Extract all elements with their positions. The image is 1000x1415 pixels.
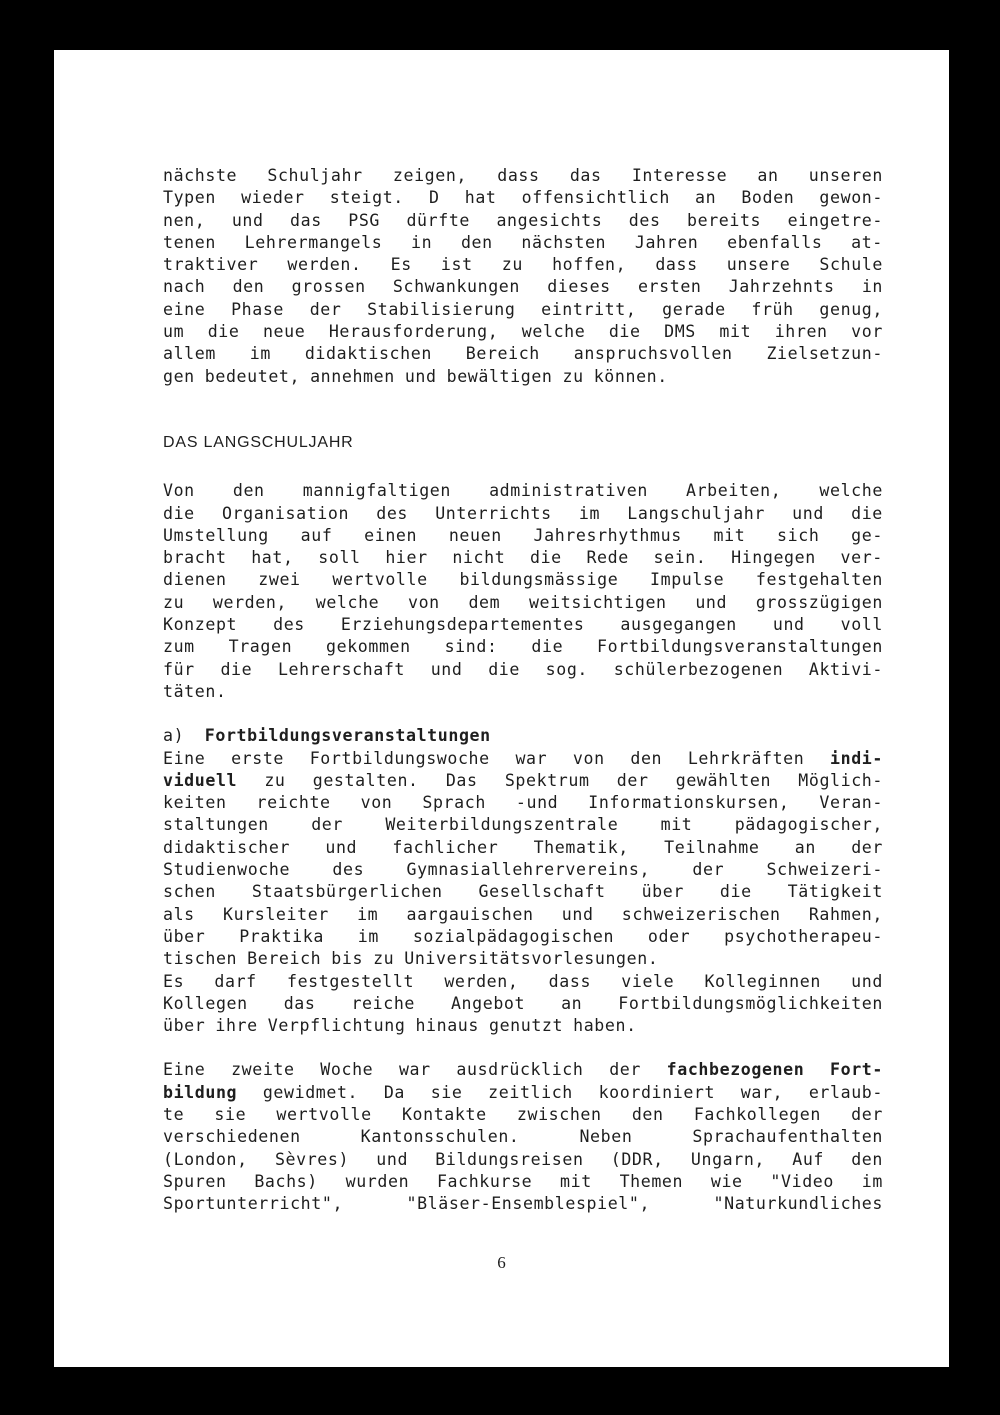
page-body: [163, 165, 883, 1215]
text-line: für die Lehrerschaft und die sog. schülerbezogenen Aktivi-: [163, 659, 883, 679]
paragraph-fachbezogen: [163, 1059, 883, 1215]
section-a-fortbildung: [163, 725, 883, 1037]
text-line: als Kursleiter im aargauischen und schweizerischen Rahmen,: [163, 904, 883, 924]
text-line: nächste Schuljahr zeigen, dass das Interesse an unseren: [163, 166, 883, 185]
text-line: zu werden, welche von dem weitsichtigen und grosszügigen: [163, 592, 883, 612]
text-line: Es darf festgestellt werden, dass viele Kolleginnen und: [163, 971, 883, 991]
text-line: keiten reichte von Sprach -und Informationskursen, Veran-: [163, 793, 883, 813]
text-line: traktiver werden. Es ist zu hoffen, dass unsere Schule: [163, 255, 883, 275]
text-line: nach den grossen Schwankungen dieses ersten Jahrzehnts in: [163, 277, 883, 297]
text-line: Typen wieder steigt. D hat offensichtlich an Boden gewon-: [163, 188, 883, 208]
text-line: Konzept des Erziehungsdepartementes ausgegangen und voll: [163, 615, 883, 635]
text-line: (London, Sèvres) und Bildungsreisen (DDR, Ungarn, Auf den: [163, 1149, 883, 1169]
text-line: eine Phase der Stabilisierung eintritt, gerade früh genug,: [163, 299, 883, 319]
text-line: Umstellung auf einen neuen Jahresrhythmus mit sich ge-: [163, 525, 883, 545]
text-line: Von den mannigfaltigen administrativen Arbeiten, welche: [163, 481, 883, 501]
text-line: täten.: [163, 681, 227, 701]
text-line: tischen Bereich bis zu Universitätsvorlesungen.: [163, 949, 659, 969]
text-line: dienen zwei wertvolle bildungsmässige Impulse festgehalten: [163, 570, 883, 590]
section-a-prefix: a): [163, 726, 195, 746]
paragraph-langschuljahr: [163, 480, 883, 703]
text-line: viduell zu gestalten. Das Spektrum der gewählten Möglich-: [163, 770, 883, 790]
text-line: über Praktika im sozialpädagogischen oder psychotherapeu-: [163, 926, 883, 946]
text-line: zum Tragen gekommen sind: die Fortbildungsveranstaltungen: [163, 637, 883, 657]
text-line: tenen Lehrermangels in den nächsten Jahren ebenfalls at-: [163, 232, 883, 252]
text-line: um die neue Herausforderung, welche die DMS mit ihren vor: [163, 322, 883, 342]
text-line: gen bedeutet, annehmen und bewältigen zu können.: [163, 366, 668, 386]
text-line: Studienwoche des Gymnasiallehrervereins, der Schweizeri-: [163, 860, 883, 880]
section-heading: DAS LANGSCHULJAHR: [163, 433, 354, 451]
text-line: Kollegen das reiche Angebot an Fortbildungsmöglichkeiten: [163, 993, 883, 1013]
text-line: Eine zweite Woche war ausdrücklich der fachbezogenen Fort-: [163, 1060, 883, 1080]
text-line: die Organisation des Unterrichts im Langschuljahr und die: [163, 503, 883, 523]
paragraph-intro: [163, 165, 883, 388]
page-number: 6: [497, 1253, 506, 1272]
text-line: staltungen der Weiterbildungszentrale mit pädagogischer,: [163, 815, 883, 835]
text-line: te sie wertvolle Kontakte zwischen den Fachkollegen der: [163, 1104, 883, 1124]
text-line: Sportunterricht", "Bläser-Ensemblespiel", "Naturkundliches: [163, 1194, 883, 1214]
text-line: bracht hat, soll hier nicht die Rede sein. Hingegen ver-: [163, 548, 883, 568]
text-line: didaktischer und fachlicher Thematik, Teilnahme an der: [163, 837, 883, 857]
text-line: nen, und das PSG dürfte angesichts des bereits eingetre-: [163, 210, 883, 230]
text-line: bildung gewidmet. Da sie zeitlich koordiniert war, erlaub-: [163, 1082, 883, 1102]
section-a-title: Fortbildungsveranstaltungen: [204, 726, 491, 746]
document-page: [54, 50, 949, 1367]
text-line: allem im didaktischen Bereich anspruchsvollen Zielsetzun-: [163, 344, 883, 364]
text-line: verschiedenen Kantonsschulen. Neben Sprachaufenthalten: [163, 1127, 883, 1147]
text-line: Eine erste Fortbildungswoche war von den Lehrkräften indi-: [163, 748, 883, 768]
text-line: schen Staatsbürgerlichen Gesellschaft über die Tätigkeit: [163, 882, 883, 902]
section-a-title-line: [163, 725, 883, 747]
text-line: über ihre Verpflichtung hinaus genutzt haben.: [163, 1016, 637, 1036]
text-line: Spuren Bachs) wurden Fachkurse mit Themen wie "Video im: [163, 1171, 883, 1191]
